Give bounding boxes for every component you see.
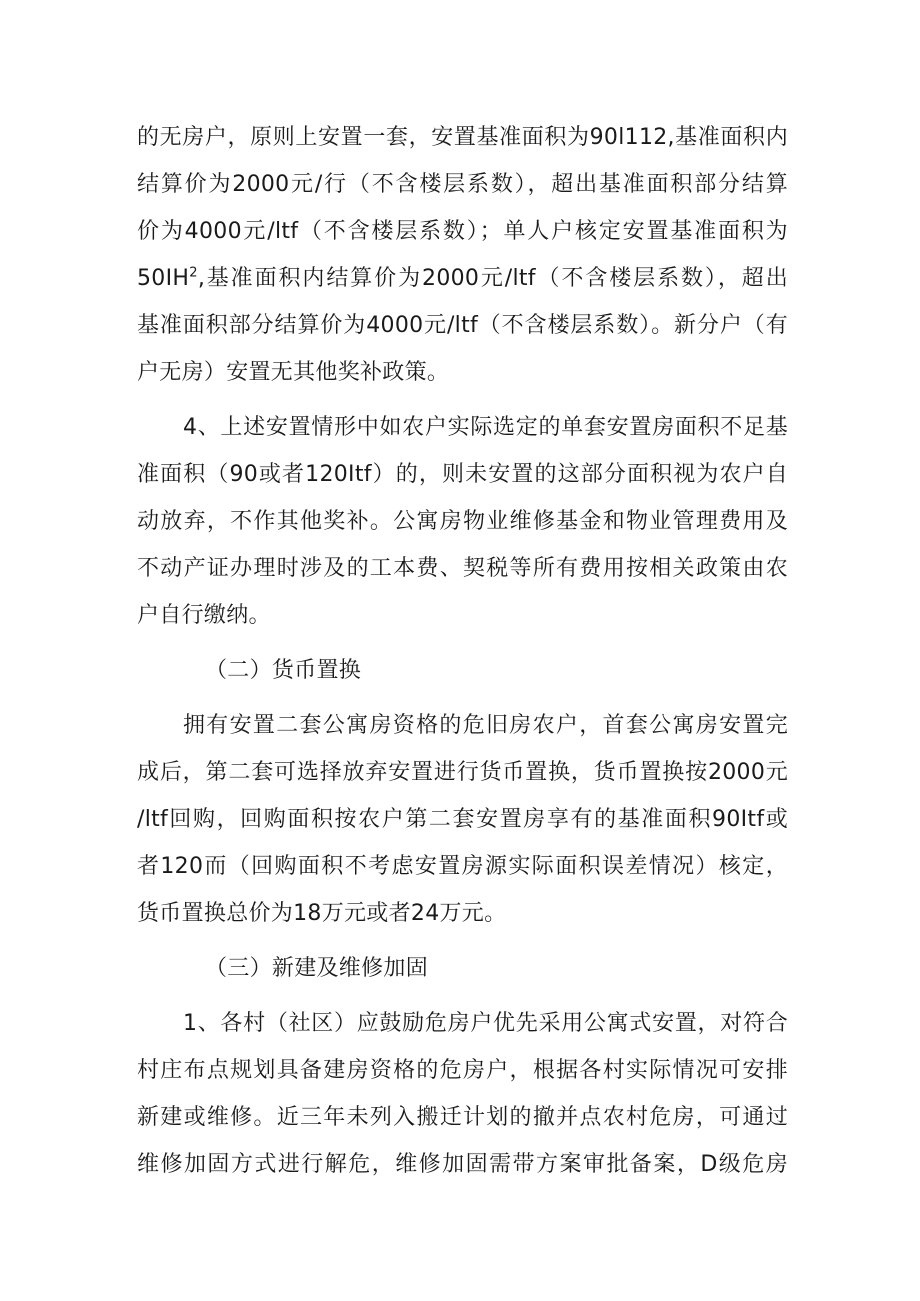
text-line: 村庄布点规划具备建房资格的危房户，根据各村实际情况可安排 (137, 1058, 788, 1083)
text-line: 基准面积部分结算价为4000元/ltf（不含楼层系数）。新分户（有 (137, 313, 788, 338)
text-line: 新建或维修。近三年未列入搬迁计划的撤并点农村危房，可通过 (137, 1105, 788, 1130)
text-line: 户自行缴纳。 (137, 603, 271, 628)
text-line: 货币置换总价为18万元或者24万元。 (137, 901, 507, 926)
text-line: 者120而（回购面积不考虑安置房源实际面积误差情况）核定， (137, 854, 788, 879)
text-line: 维修加固方式进行解危，维修加固需带方案审批备案，D级危房 (137, 1152, 788, 1177)
text-line: 成后，第二套可选择放弃安置进行货币置换，货币置换按2000元 (137, 760, 788, 785)
text-line: 不动产证办理时涉及的工本费、契税等所有费用按相关政策由农 (137, 556, 788, 581)
text-line: 价为4000元/ltf（不含楼层系数）；单人户核定安置基准面积为 (137, 219, 788, 244)
text-line: 户无房）安置无其他奖补政策。 (137, 360, 450, 385)
text-segment: 50IH (137, 266, 190, 291)
text-line: /ltf回购，回购面积按农户第二套安置房享有的基准面积90Itf或 (137, 807, 788, 832)
text-line: 动放弃，不作其他奖补。公寓房物业维修基金和物业管理费用及 (137, 509, 788, 534)
section-heading: （三）新建及维修加固 (205, 956, 429, 981)
section-heading: （二）货币置换 (205, 658, 362, 683)
text-line: 1、各村（社区）应鼓励危房户优先采用公寓式安置，对符合 (183, 1011, 788, 1036)
superscript: 2 (189, 265, 198, 281)
text-line: 拥有安置二套公寓房资格的危旧房农户，首套公寓房安置完 (183, 713, 788, 738)
text-segment: ,基准面积内结算价为2000元/ltf（不含楼层系数），超出 (197, 266, 788, 291)
text-line: 的无房户，原则上安置一套，安置基准面积为90l112,基准面积内 (137, 125, 788, 150)
text-line: 准面积（90或者120Itf）的，则未安置的这部分面积视为农户自 (137, 462, 788, 487)
text-line: 4、上述安置情形中如农户实际选定的单套安置房面积不足基 (183, 415, 788, 440)
text-line (137, 265, 788, 293)
text-line: 结算价为2000元/行（不含楼层系数），超出基准面积部分结算 (137, 172, 788, 197)
